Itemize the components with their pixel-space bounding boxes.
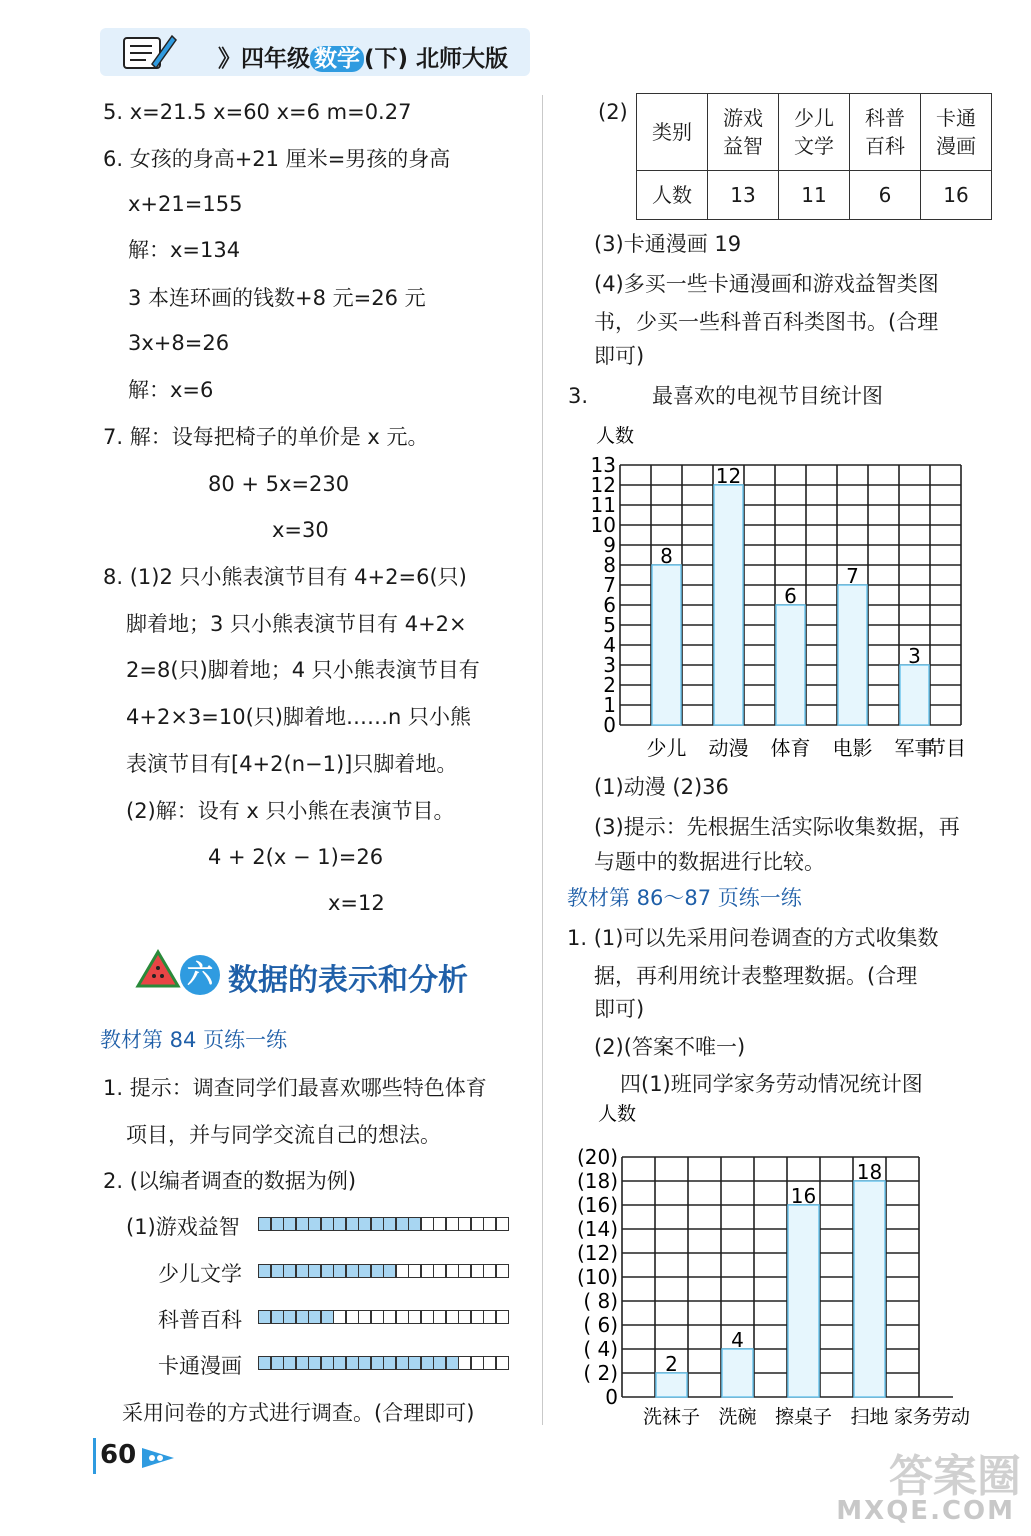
tally-cell bbox=[283, 1310, 296, 1324]
tv-program-bar-chart bbox=[560, 420, 1000, 765]
y-tick-label: (16) bbox=[576, 1193, 618, 1217]
tally-cell bbox=[396, 1356, 409, 1370]
tally-cell bbox=[321, 1264, 334, 1278]
table-header-cell: 科普 百科 bbox=[850, 94, 921, 171]
category-table bbox=[636, 93, 992, 220]
data-label: 12 bbox=[715, 464, 742, 488]
tally-cell bbox=[346, 1217, 359, 1231]
x-tick-label: 电影 bbox=[832, 736, 873, 760]
text-line: 2=8(只)脚着地；4 只小熊表演节目有 bbox=[126, 658, 480, 682]
tally-cell bbox=[346, 1264, 359, 1278]
y-tick-label: ( 4) bbox=[583, 1337, 618, 1361]
text-line: (2)解：设有 x 只小熊在表演节目。 bbox=[126, 799, 455, 823]
table-header-cell: 卡通 漫画 bbox=[921, 94, 992, 171]
tally-cell bbox=[383, 1264, 396, 1278]
x-tick-label: 体育 bbox=[770, 736, 811, 760]
tally-cell bbox=[446, 1264, 459, 1278]
header-title bbox=[218, 40, 508, 73]
y-tick-label: 10 bbox=[590, 513, 616, 537]
text-line: 5. x=21.5 x=60 x=6 m=0.27 bbox=[103, 100, 412, 124]
tally-cell bbox=[458, 1310, 471, 1324]
tally-cell bbox=[283, 1264, 296, 1278]
tally-cell bbox=[258, 1217, 271, 1231]
tally-cell bbox=[358, 1264, 371, 1278]
tally-cell bbox=[271, 1264, 284, 1278]
text-line: 与题中的数据进行比较。 bbox=[594, 850, 825, 874]
y-tick-label: 0 bbox=[605, 1385, 618, 1409]
y-tick-label: 3 bbox=[603, 653, 616, 677]
tally-cell bbox=[333, 1264, 346, 1278]
text-line: 1. 提示：调查同学们最喜欢哪些特色体育 bbox=[103, 1076, 487, 1100]
header-edition: (下) 北师大版 bbox=[364, 46, 509, 72]
tally-cell bbox=[458, 1217, 471, 1231]
tally-cell bbox=[446, 1356, 459, 1370]
text-line: 项目，并与同学交流自己的想法。 bbox=[126, 1123, 441, 1147]
table-row-label: 人数 bbox=[637, 171, 708, 220]
data-label: 3 bbox=[908, 644, 921, 668]
tally-cell bbox=[458, 1264, 471, 1278]
bar bbox=[776, 605, 805, 725]
text-line: x+21=155 bbox=[128, 192, 243, 216]
tally-cell bbox=[496, 1356, 509, 1370]
y-tick-label: 11 bbox=[590, 493, 616, 517]
section-title: 数据的表示和分析 bbox=[228, 963, 468, 998]
tally-cell bbox=[358, 1217, 371, 1231]
text-line: 6. 女孩的身高+21 厘米=男孩的身高 bbox=[103, 147, 451, 171]
data-label: 18 bbox=[856, 1160, 883, 1184]
watermark-logo: 答案圈 bbox=[889, 1451, 1021, 1502]
tally-cell bbox=[408, 1356, 421, 1370]
text-line: 解：x=6 bbox=[128, 378, 214, 402]
x-axis-label: 家务劳动 bbox=[893, 1406, 971, 1428]
text-line: 最喜欢的电视节目统计图 bbox=[652, 384, 883, 408]
tally-cell bbox=[258, 1310, 271, 1324]
tally-cell bbox=[458, 1356, 471, 1370]
x-tick-label: 少儿 bbox=[646, 736, 687, 760]
tally-cell bbox=[446, 1217, 459, 1231]
tally-cell bbox=[483, 1310, 496, 1324]
tally-cell bbox=[321, 1356, 334, 1370]
tally-cell bbox=[408, 1264, 421, 1278]
tally-cell bbox=[308, 1264, 321, 1278]
tally-cell bbox=[333, 1310, 346, 1324]
text-line: (3)卡通漫画 19 bbox=[594, 232, 742, 256]
tally-cell bbox=[358, 1356, 371, 1370]
text-line: 脚着地；3 只小熊表演节目有 4+2× bbox=[126, 612, 467, 636]
data-label: 2 bbox=[665, 1352, 678, 1376]
text-line: (2)(答案不唯一) bbox=[594, 1035, 746, 1059]
tally-cell bbox=[471, 1217, 484, 1231]
table-header-row bbox=[637, 94, 992, 171]
housework-bar-chart bbox=[560, 1100, 1010, 1430]
text-line: 采用问卷的方式进行调查。(合理即可) bbox=[122, 1401, 475, 1425]
bar bbox=[788, 1205, 819, 1397]
text-line: 即可) bbox=[594, 997, 645, 1021]
bar bbox=[838, 585, 867, 725]
tally-cell bbox=[258, 1356, 271, 1370]
y-tick-label: 2 bbox=[603, 673, 616, 697]
y-tick-label: 13 bbox=[590, 453, 616, 477]
tally-cell bbox=[296, 1217, 309, 1231]
table-cell: 6 bbox=[850, 171, 921, 220]
data-label: 6 bbox=[784, 584, 797, 608]
text-line: 即可) bbox=[594, 344, 645, 368]
tally-cell bbox=[321, 1310, 334, 1324]
tally-cell bbox=[471, 1356, 484, 1370]
header-grade: 四年级 bbox=[241, 46, 310, 72]
tally-cell bbox=[421, 1217, 434, 1231]
text-line: 80 + 5x=230 bbox=[208, 472, 350, 496]
tally-cell bbox=[483, 1264, 496, 1278]
header-subject: 数学 bbox=[310, 46, 364, 72]
x-tick-label: 擦桌子 bbox=[774, 1406, 833, 1428]
tally-cell bbox=[496, 1310, 509, 1324]
tally-cell bbox=[496, 1264, 509, 1278]
tally-cell bbox=[283, 1356, 296, 1370]
table-header-cell: 游戏 益智 bbox=[708, 94, 779, 171]
text-line: x=12 bbox=[328, 891, 385, 915]
table-header-cell: 类别 bbox=[637, 94, 708, 171]
text-line: 解：x=134 bbox=[128, 238, 241, 262]
tally-cell bbox=[421, 1264, 434, 1278]
text-line: 1. (1)可以先采用问卷调查的方式收集数 bbox=[567, 926, 939, 950]
y-tick-label: 9 bbox=[603, 533, 616, 557]
watermelon-icon bbox=[134, 948, 182, 994]
tally-cell bbox=[321, 1217, 334, 1231]
text-line: (3)提示：先根据生活实际收集数据，再 bbox=[594, 815, 960, 839]
header-prefix: 》 bbox=[218, 46, 241, 72]
tally-cell bbox=[308, 1217, 321, 1231]
bar bbox=[722, 1349, 753, 1397]
tally-cell bbox=[333, 1356, 346, 1370]
tally-cell bbox=[296, 1310, 309, 1324]
tally-cell bbox=[371, 1356, 384, 1370]
tally-cell bbox=[446, 1310, 459, 1324]
tally-cell bbox=[421, 1310, 434, 1324]
tally-cell bbox=[471, 1264, 484, 1278]
bar bbox=[854, 1181, 885, 1397]
tally-cell bbox=[333, 1217, 346, 1231]
y-tick-label: 0 bbox=[603, 713, 616, 737]
tally-cell bbox=[258, 1264, 271, 1278]
tally-cell bbox=[483, 1217, 496, 1231]
tally-cell bbox=[396, 1217, 409, 1231]
text-line: 3. bbox=[568, 384, 589, 408]
y-tick-label: 7 bbox=[603, 573, 616, 597]
y-tick-label: 6 bbox=[603, 593, 616, 617]
text-line: 4 + 2(x − 1)=26 bbox=[208, 845, 384, 869]
x-tick-label: 洗袜子 bbox=[642, 1406, 701, 1428]
y-tick-label: (20) bbox=[576, 1145, 618, 1169]
text-line: 教材第 86～87 页练一练 bbox=[567, 886, 802, 910]
tally-cell bbox=[371, 1264, 384, 1278]
column-divider bbox=[542, 95, 543, 1425]
watermark-url: MXQE.COM bbox=[836, 1496, 1015, 1526]
table-cell: 16 bbox=[921, 171, 992, 220]
tally-cell bbox=[346, 1310, 359, 1324]
tally-cell bbox=[371, 1310, 384, 1324]
tally-cell bbox=[296, 1356, 309, 1370]
tally-cell bbox=[271, 1310, 284, 1324]
text-line: 8. (1)2 只小熊表演节目有 4+2=6(只) bbox=[103, 565, 467, 589]
tally-cell bbox=[433, 1356, 446, 1370]
y-tick-label: (10) bbox=[576, 1265, 618, 1289]
tally-cell bbox=[408, 1310, 421, 1324]
text-line: (2) bbox=[598, 100, 628, 124]
text-line: 科普百科 bbox=[158, 1308, 242, 1332]
data-label: 16 bbox=[790, 1184, 817, 1208]
book-pencil-icon bbox=[118, 30, 178, 74]
y-tick-label: (12) bbox=[576, 1241, 618, 1265]
text-line: 卡通漫画 bbox=[158, 1354, 242, 1378]
x-tick-label: 军事 bbox=[894, 736, 935, 760]
tally-cell bbox=[371, 1217, 384, 1231]
tally-cell bbox=[408, 1217, 421, 1231]
table-header-cell: 少儿 文学 bbox=[779, 94, 850, 171]
text-line: 四(1)班同学家务劳动情况统计图 bbox=[620, 1072, 923, 1096]
tally-cell bbox=[433, 1310, 446, 1324]
tally-cell bbox=[271, 1217, 284, 1231]
text-line: 教材第 84 页练一练 bbox=[100, 1028, 288, 1052]
tally-cell bbox=[383, 1356, 396, 1370]
text-line: 3 本连环画的钱数+8 元=26 元 bbox=[128, 286, 426, 310]
x-axis-label: 节目 bbox=[926, 736, 966, 760]
page-number: 60 bbox=[100, 1440, 137, 1470]
text-line: (1)游戏益智 bbox=[126, 1215, 240, 1239]
text-line: 7. 解：设每把椅子的单价是 x 元。 bbox=[103, 425, 429, 449]
y-tick-label: 5 bbox=[603, 613, 616, 637]
text-line: 少儿文学 bbox=[158, 1262, 242, 1286]
y-tick-label: 1 bbox=[603, 693, 616, 717]
text-line: 4+2×3=10(只)脚着地……n 只小熊 bbox=[126, 705, 471, 729]
tally-cell bbox=[483, 1356, 496, 1370]
tally-cell bbox=[433, 1264, 446, 1278]
table-cell: 11 bbox=[779, 171, 850, 220]
y-tick-label: 12 bbox=[590, 473, 616, 497]
y-tick-label: (18) bbox=[576, 1169, 618, 1193]
text-line: 书，少买一些科普百科类图书。(合理 bbox=[594, 310, 939, 334]
tally-cell bbox=[283, 1217, 296, 1231]
section-badge: 六 bbox=[180, 955, 220, 995]
y-tick-label: (14) bbox=[576, 1217, 618, 1241]
text-line: (4)多买一些卡通漫画和游戏益智类图 bbox=[594, 272, 939, 296]
text-line: (1)动漫 (2)36 bbox=[594, 775, 729, 799]
dots-icon bbox=[138, 1446, 178, 1474]
tally-cell bbox=[396, 1264, 409, 1278]
text-line: 3x+8=26 bbox=[128, 331, 230, 355]
y-tick-label: 8 bbox=[603, 553, 616, 577]
text-line: x=30 bbox=[272, 518, 329, 542]
tally-cell bbox=[271, 1356, 284, 1370]
text-line: 表演节目有[4+2(n−1)]只脚着地。 bbox=[126, 752, 458, 776]
page-number-bar bbox=[93, 1438, 96, 1474]
y-axis-label: 人数 bbox=[598, 1103, 637, 1125]
table-row bbox=[637, 171, 992, 220]
y-tick-label: 4 bbox=[603, 633, 616, 657]
text-line: 2. (以编者调查的数据为例) bbox=[103, 1169, 357, 1193]
tally-cell bbox=[421, 1356, 434, 1370]
tally-cell bbox=[358, 1310, 371, 1324]
table-cell: 13 bbox=[708, 171, 779, 220]
data-label: 7 bbox=[846, 564, 859, 588]
tally-cell bbox=[471, 1310, 484, 1324]
x-tick-label: 洗碗 bbox=[718, 1406, 757, 1428]
tally-cell bbox=[433, 1217, 446, 1231]
tally-cell bbox=[383, 1310, 396, 1324]
tally-cell bbox=[496, 1217, 509, 1231]
y-axis-label: 人数 bbox=[596, 425, 635, 447]
tally-cell bbox=[396, 1310, 409, 1324]
data-label: 8 bbox=[660, 544, 673, 568]
tally-cell bbox=[308, 1310, 321, 1324]
tally-cell bbox=[383, 1217, 396, 1231]
y-tick-label: ( 2) bbox=[583, 1361, 618, 1385]
y-tick-label: ( 6) bbox=[583, 1313, 618, 1337]
tally-cell bbox=[296, 1264, 309, 1278]
bar bbox=[652, 565, 681, 725]
bar bbox=[656, 1373, 687, 1397]
tally-cell bbox=[308, 1356, 321, 1370]
tally-cell bbox=[346, 1356, 359, 1370]
data-label: 4 bbox=[731, 1328, 744, 1352]
bar bbox=[900, 665, 929, 725]
x-tick-label: 扫地 bbox=[850, 1406, 889, 1428]
y-tick-label: ( 8) bbox=[583, 1289, 618, 1313]
bar bbox=[714, 485, 743, 725]
text-line: 据，再利用统计表整理数据。(合理 bbox=[594, 964, 918, 988]
x-tick-label: 动漫 bbox=[708, 736, 749, 760]
